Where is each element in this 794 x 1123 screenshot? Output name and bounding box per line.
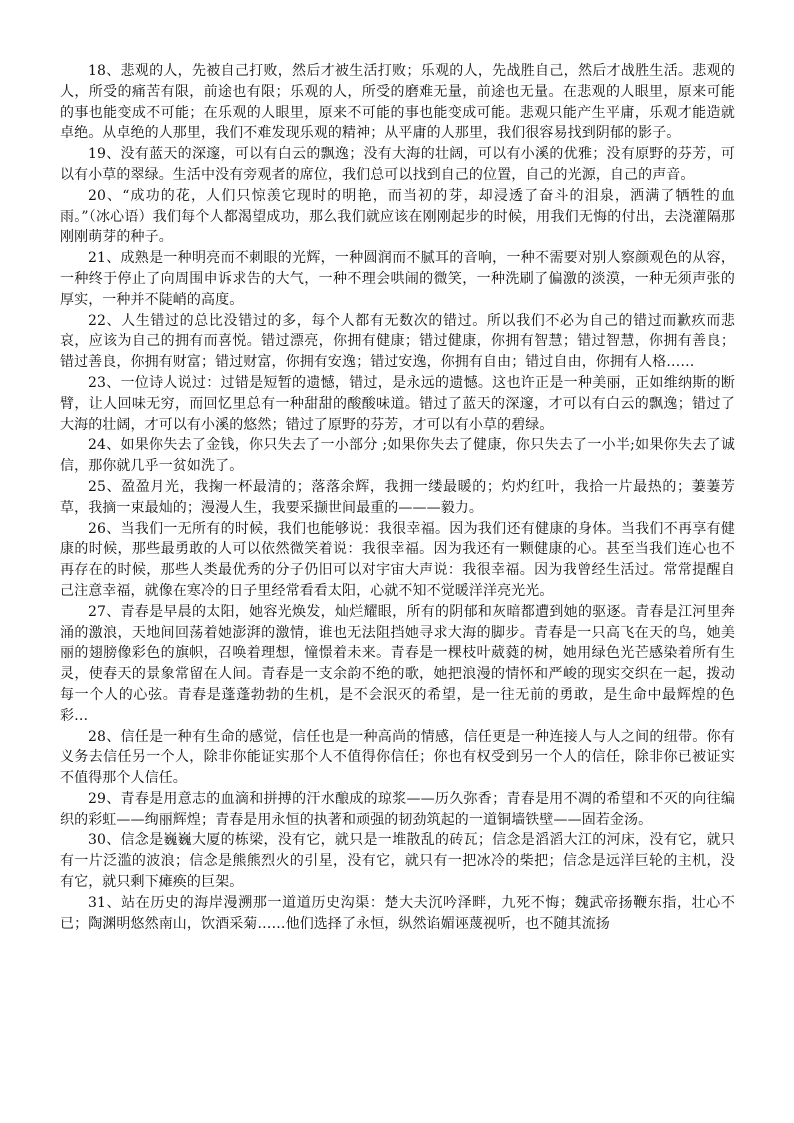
paragraph-20: 20、“成功的花，人们只惊羡它现时的明艳，而当初的芽，却浸透了奋斗的泪泉，洒满了牺牲的血雨。”（冰心语）我们每个人都渴望成功，那么我们就应该在刚刚起步的时候，用我们无悔的付出，去浇灌隔那刚刚萌芽的种子。 [60, 187, 735, 246]
paragraph-30: 30、信念是巍巍大厦的栋梁，没有它，就只是一堆散乱的砖瓦；信念是滔滔大江的河床，没有它，就只有一片泛滥的波浪；信念是熊熊烈火的引星，没有它，就只有一把冰冷的柴把；信念是远洋巨轮的主机，没有它，就只剩下瘫痪的巨架。 [60, 832, 735, 891]
paragraph-24: 24、如果你失去了金钱，你只失去了一小部分 ;如果你失去了健康，你只失去了一小半;如果你失去了诚信，那你就几乎一贫如洗了。 [60, 437, 735, 475]
paragraph-18: 18、悲观的人，先被自己打败，然后才被生活打败；乐观的人，先战胜自己，然后才战胜生活。悲观的人，所受的痛苦有限，前途也有限；乐观的人，所受的磨难无量，前途也无量。在悲观的人眼里，原来可能的事也能变成不可能；在乐观的人眼里，原来不可能的事也能变成可能。悲观只能产生平庸，乐观才能造就卓绝。从卓绝的人那里，我们不难发现乐观的精神；从平庸的人那里，我们很容易找到阴郁的影子。 [60, 63, 735, 142]
paragraph-31: 31、站在历史的海岸漫溯那一道道历史沟渠：楚大夫沉吟泽畔，九死不悔；魏武帝扬鞭东指，壮心不已；陶渊明悠然南山，饮酒采菊……他们选择了永恒，纵然谄媚诬蔑视听，也不随其流扬 [60, 894, 735, 932]
paragraph-27: 27、青春是早晨的太阳，她容光焕发，灿烂耀眼，所有的阴郁和灰暗都遭到她的驱逐。青春是江河里奔涌的激浪，天地间回荡着她澎湃的激情，谁也无法阻挡她寻求大海的脚步。青春是一只高飞在天的鸟，她美丽的翅膀像彩色的旗帜，召唤着理想，憧憬着未来。青春是一棵枝叶葳蕤的树，她用绿色光芒感染着所有生灵，使春天的景象常留在人间。青春是一支余韵不绝的歌，她把浪漫的情怀和严峻的现实交织在一起，拨动每一个人的心弦。青春是蓬蓬勃勃的生机，是不会泯灭的希望，是一往无前的勇敢，是生命中最辉煌的色彩… [60, 603, 735, 724]
paragraph-21: 21、成熟是一种明亮而不刺眼的光辉，一种圆润而不腻耳的音响，一种不需要对别人察颜观色的从容，一种终于停止了向周围申诉求告的大气，一种不理会哄闹的微笑，一种洗刷了偏激的淡漠，一种无须声张的厚实，一种并不陡峭的高度。 [60, 250, 735, 308]
paragraph-28: 28、信任是一种有生命的感觉，信任也是一种高尚的情感，信任更是一种连接人与人之间的纽带。你有义务去信任另一个人，除非你能证实那个人不值得你信任；你也有权受到另一个人的信任，除非你已被证实不值得那个人信任。 [60, 728, 735, 787]
paragraph-26: 26、当我们一无所有的时候，我们也能够说：我很幸福。因为我们还有健康的身体。当我们不再享有健康的时候，那些最勇敢的人可以依然微笑着说：我很幸福。因为我还有一颗健康的心。甚至当我们连心也不再存在的时候，那些人类最优秀的分子仍旧可以对宇宙大声说：我很幸福。因为我曾经生活过。常常提醒自己注意幸福，就像在寒冷的日子里经常看看太阳，心就不知不觉暖洋洋亮光光。 [60, 520, 735, 599]
paragraph-25: 25、盈盈月光，我掬一杯最清的；落落余辉，我拥一缕最暖的；灼灼红叶，我拾一片最热的；萋萋芳草，我摘一束最灿的；漫漫人生，我要采撷世间最重的———毅力。 [60, 478, 735, 516]
paragraph-29: 29、青春是用意志的血滴和拼搏的汗水酿成的琼浆——历久弥香；青春是用不凋的希望和不灭的向往编织的彩虹——绚丽辉煌；青春是用永恒的执著和顽强的韧劲筑起的一道铜墙铁壁——固若金汤。 [60, 790, 735, 828]
document-page [60, 61, 735, 934]
paragraph-19: 19、没有蓝天的深邃，可以有白云的飘逸；没有大海的壮阔，可以有小溪的优雅；没有原野的芬芳，可以有小草的翠绿。生活中没有旁观者的席位，我们总可以找到自己的位置，自己的光源，自己的声音。 [60, 146, 735, 183]
paragraph-23: 23、一位诗人说过：过错是短暂的遗憾，错过，是永远的遗憾。这也许正是一种美丽，正如维纳斯的断臂，让人回味无穷，而回忆里总有一种甜甜的酸酸味道。错过了蓝天的深邃，才可以有白云的飘逸；错过了大海的壮阔，才可以有小溪的悠然；错过了原野的芬芳，才可以有小草的碧绿。 [60, 374, 735, 433]
paragraph-22: 22、人生错过的总比没错过的多，每个人都有无数次的错过。所以我们不必为自己的错过而歉疚而悲哀，应该为自己的拥有而喜悦。错过漂亮，你拥有健康；错过健康，你拥有智慧；错过智慧，你拥有善良；错过善良，你拥有财富；错过财富，你拥有安逸；错过安逸，你拥有自由；错过自由，你拥有人格…… [60, 312, 735, 371]
